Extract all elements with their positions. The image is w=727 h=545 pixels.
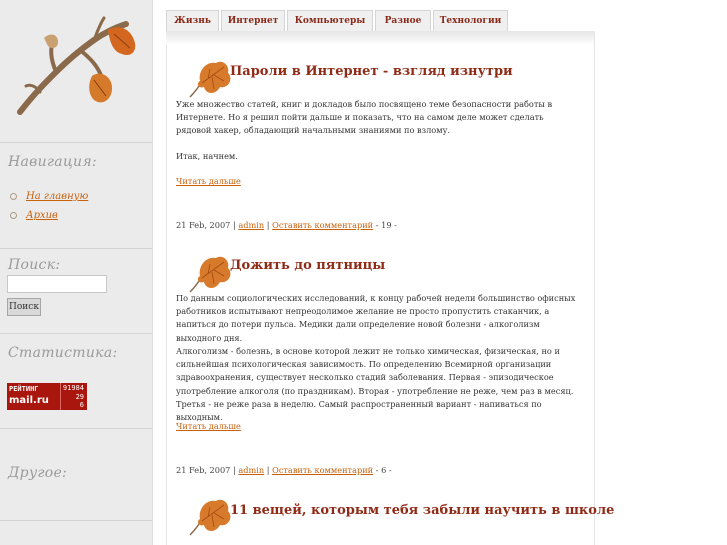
author-link[interactable]: admin	[238, 220, 265, 230]
post-date: 21 Feb, 2007	[176, 465, 231, 475]
post-title[interactable]: 11 вещей, которым тебя забыли научить в школе	[230, 503, 615, 518]
search-button[interactable]: Поиск	[7, 298, 41, 316]
post-meta: 21 Feb, 2007 | admin | Оставить комментарий - 19 -	[176, 220, 397, 230]
other-heading: Другое:	[8, 465, 68, 481]
read-more-link[interactable]: Читать дальше	[176, 421, 241, 431]
post-title[interactable]: Пароли в Интернет - взгляд изнутри	[230, 64, 513, 79]
navigation-list	[10, 187, 88, 225]
sidebar-divider	[0, 248, 152, 249]
post-paragraph: Уже множество статей, книг и докладов было посвящено теме безопасности работы в Интернете. Но я решил пойти дальше и показать, что на самом деле может сделать рядовой хакер, обладающий начальными знаниями по взлому.	[176, 99, 553, 136]
author-link[interactable]: admin	[238, 465, 265, 475]
counter-brand: mail.ru	[9, 395, 49, 406]
search-heading: Поиск:	[8, 257, 61, 273]
bullet-icon	[10, 212, 17, 219]
counter-value: 29	[75, 393, 84, 401]
comment-link[interactable]: Оставить комментарий	[272, 220, 374, 230]
read-more-link[interactable]: Читать дальше	[176, 176, 241, 186]
nav-item-home	[10, 187, 88, 206]
sidebar	[0, 0, 153, 545]
sidebar-divider	[0, 428, 152, 429]
sidebar-divider	[0, 333, 152, 334]
comment-count: - 19 -	[375, 220, 397, 230]
oak-leaf-icon	[186, 252, 234, 296]
bullet-icon	[10, 193, 17, 200]
tab-life[interactable]: Жизнь	[166, 10, 219, 32]
search-input[interactable]	[7, 275, 107, 293]
nav-item-archive	[10, 206, 88, 225]
post-date: 21 Feb, 2007	[176, 220, 231, 230]
tab-technology[interactable]: Технологии	[433, 10, 508, 32]
oak-leaf-icon	[186, 57, 234, 101]
navigation-heading: Навигация:	[8, 154, 97, 170]
comment-count: - 6 -	[375, 465, 392, 475]
oak-leaf-icon	[186, 495, 234, 539]
sidebar-divider	[0, 520, 152, 521]
tab-internet[interactable]: Интернет	[221, 10, 285, 32]
post-title[interactable]: Дожить до пятницы	[230, 258, 386, 273]
tab-computers[interactable]: Компьютеры	[287, 10, 373, 32]
archive-link[interactable]: Архив	[26, 210, 58, 221]
counter-value: 91984	[62, 384, 84, 392]
comment-link[interactable]: Оставить комментарий	[272, 465, 374, 475]
tab-misc[interactable]: Разное	[375, 10, 431, 32]
post-list	[166, 31, 615, 545]
post-paragraph: Алкоголизм - болезнь, в основе которой лежит не только химическая, физическая, но и сильнейшая психологическая зависимость. По определению Всемирной организации здравоохранения, существует несколько стадий заболевания. Первая - эпизодическое употребление алкоголя (по праздникам). Вторая - употребление не реже, чем раз в месяц. Третья - не реже раза в неделю. Самый распространенный вариант - напиваться по выходным.	[176, 346, 574, 423]
counter-value: 6	[79, 401, 84, 409]
sidebar-divider	[0, 142, 152, 143]
statistics-heading: Статистика:	[8, 345, 118, 361]
post-paragraph: По данным социологических исследований, к концу рабочей недели большинство офисных работников испытывают непреодолимое желание не просто пропустить стаканчик, а напиться до потери пульса. Медики дали определение новой болезни - алкоголизм выходного дня.	[176, 293, 576, 343]
counter-divider	[60, 383, 61, 410]
mailru-rating-counter[interactable]	[7, 383, 87, 410]
home-link[interactable]: На главную	[26, 191, 89, 202]
autumn-branch-logo	[14, 14, 144, 119]
post-meta: 21 Feb, 2007 | admin | Оставить комментарий - 6 -	[176, 465, 392, 475]
counter-label: РЕЙТИНГ	[9, 385, 39, 393]
post-paragraph: Итак, начнем.	[176, 151, 238, 161]
